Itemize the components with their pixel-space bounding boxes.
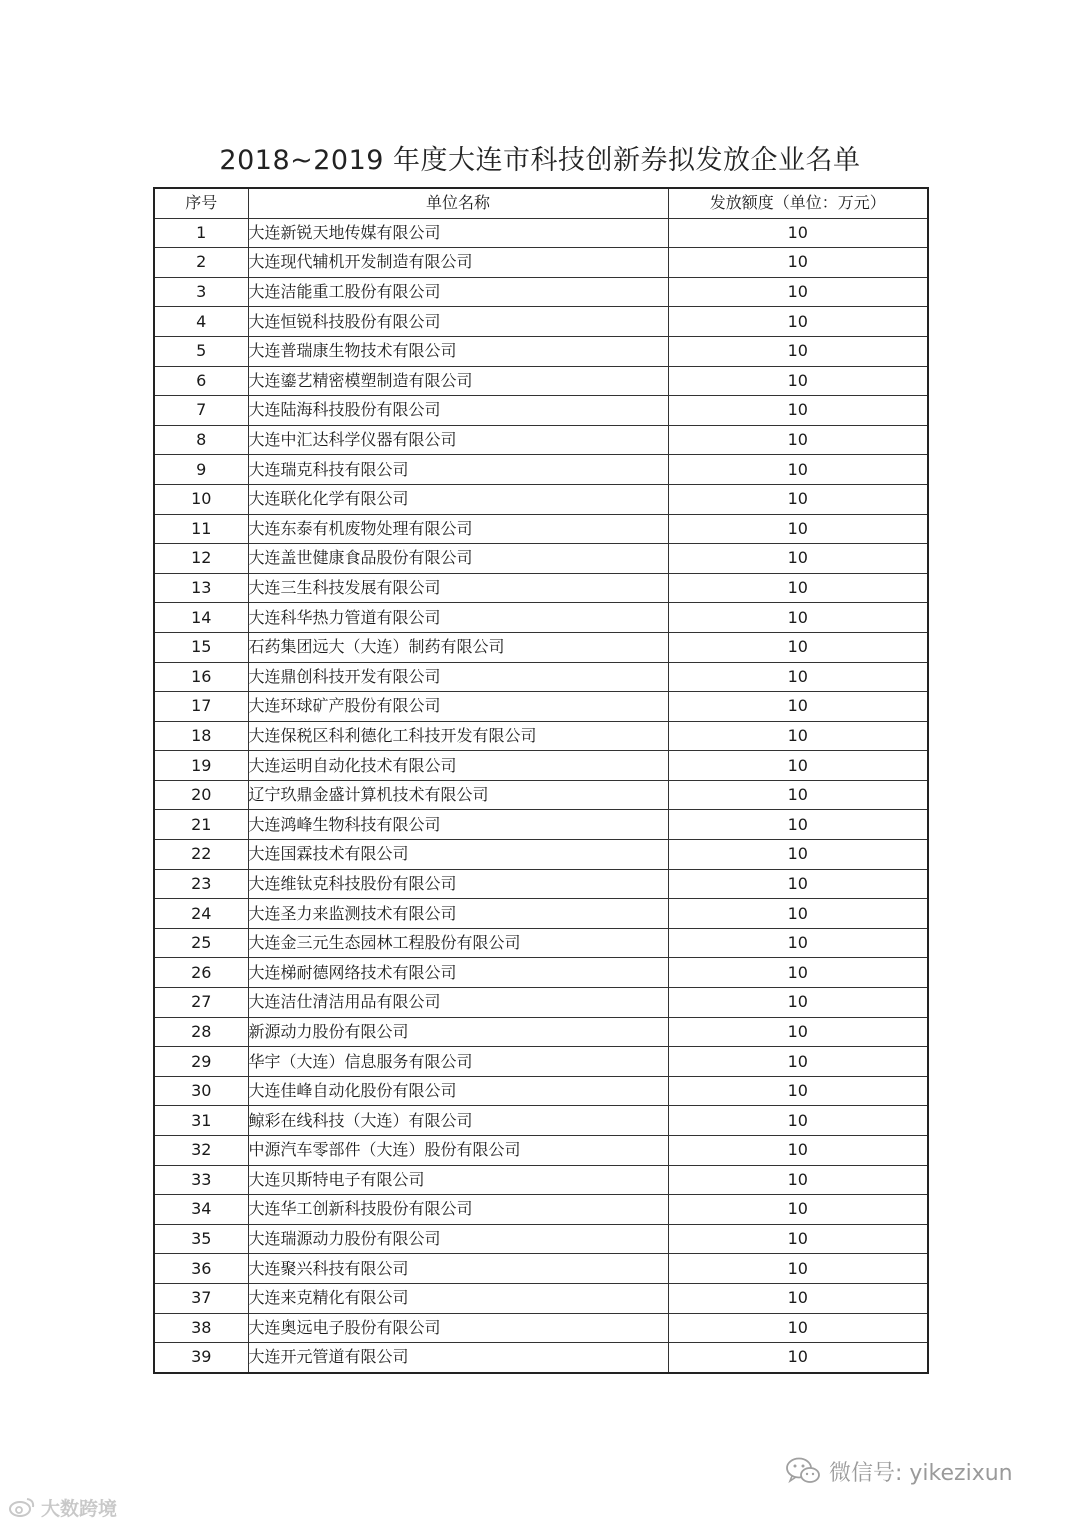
row-index: 35 (154, 1224, 248, 1254)
company-table (153, 187, 929, 1374)
row-index: 39 (154, 1343, 248, 1373)
row-amount: 10 (668, 1017, 928, 1047)
table-row (154, 514, 928, 544)
row-company-name: 大连佳峰自动化股份有限公司 (248, 1076, 668, 1106)
table-row (154, 366, 928, 396)
row-amount: 10 (668, 1254, 928, 1284)
row-amount: 10 (668, 1195, 928, 1225)
row-amount: 10 (668, 544, 928, 574)
table-row (154, 573, 928, 603)
header-index: 序号 (154, 188, 248, 218)
row-company-name: 大连瑞源动力股份有限公司 (248, 1224, 668, 1254)
row-index: 38 (154, 1313, 248, 1343)
row-index: 9 (154, 455, 248, 485)
row-company-name: 大连梯耐德网络技术有限公司 (248, 958, 668, 988)
row-amount: 10 (668, 484, 928, 514)
row-index: 20 (154, 780, 248, 810)
row-index: 34 (154, 1195, 248, 1225)
row-company-name: 大连现代辅机开发制造有限公司 (248, 248, 668, 278)
table-row (154, 1047, 928, 1077)
table-row (154, 396, 928, 426)
row-index: 11 (154, 514, 248, 544)
row-index: 17 (154, 692, 248, 722)
table-row (154, 425, 928, 455)
row-company-name: 新源动力股份有限公司 (248, 1017, 668, 1047)
row-company-name: 大连保税区科利德化工科技开发有限公司 (248, 721, 668, 751)
table-row (154, 1165, 928, 1195)
table-row (154, 1343, 928, 1373)
table-row (154, 277, 928, 307)
table-row (154, 840, 928, 870)
row-company-name: 大连瑞克科技有限公司 (248, 455, 668, 485)
row-index: 33 (154, 1165, 248, 1195)
table-row (154, 603, 928, 633)
row-amount: 10 (668, 366, 928, 396)
row-amount: 10 (668, 425, 928, 455)
row-amount: 10 (668, 248, 928, 278)
row-amount: 10 (668, 396, 928, 426)
row-index: 15 (154, 632, 248, 662)
row-amount: 10 (668, 1165, 928, 1195)
row-index: 4 (154, 307, 248, 337)
row-company-name: 大连圣力来监测技术有限公司 (248, 899, 668, 929)
row-index: 3 (154, 277, 248, 307)
row-company-name: 大连鼎创科技开发有限公司 (248, 662, 668, 692)
row-company-name: 大连陆海科技股份有限公司 (248, 396, 668, 426)
row-index: 36 (154, 1254, 248, 1284)
row-amount: 10 (668, 1343, 928, 1373)
row-index: 23 (154, 869, 248, 899)
table-body (154, 218, 928, 1373)
row-company-name: 大连科华热力管道有限公司 (248, 603, 668, 633)
row-index: 29 (154, 1047, 248, 1077)
row-amount: 10 (668, 1313, 928, 1343)
row-company-name: 大连来克精化有限公司 (248, 1283, 668, 1313)
row-index: 7 (154, 396, 248, 426)
row-company-name: 大连鸿峰生物科技有限公司 (248, 810, 668, 840)
table-row (154, 484, 928, 514)
corner-watermark (8, 1494, 117, 1520)
row-company-name: 中源汽车零部件（大连）股份有限公司 (248, 1136, 668, 1166)
row-company-name: 大连奥远电子股份有限公司 (248, 1313, 668, 1343)
row-amount: 10 (668, 751, 928, 781)
weibo-icon (8, 1496, 36, 1518)
table-row (154, 336, 928, 366)
row-index: 26 (154, 958, 248, 988)
row-amount: 10 (668, 780, 928, 810)
row-company-name: 大连新锐天地传媒有限公司 (248, 218, 668, 248)
row-amount: 10 (668, 692, 928, 722)
row-amount: 10 (668, 1283, 928, 1313)
row-index: 1 (154, 218, 248, 248)
table-row (154, 1313, 928, 1343)
row-amount: 10 (668, 573, 928, 603)
row-amount: 10 (668, 1106, 928, 1136)
row-amount: 10 (668, 840, 928, 870)
row-index: 21 (154, 810, 248, 840)
row-company-name: 大连贝斯特电子有限公司 (248, 1165, 668, 1195)
row-index: 16 (154, 662, 248, 692)
table-row (154, 307, 928, 337)
row-company-name: 大连中汇达科学仪器有限公司 (248, 425, 668, 455)
table-row (154, 928, 928, 958)
table-row (154, 248, 928, 278)
row-index: 28 (154, 1017, 248, 1047)
row-amount: 10 (668, 1136, 928, 1166)
row-index: 5 (154, 336, 248, 366)
row-amount: 10 (668, 1047, 928, 1077)
table-row (154, 1136, 928, 1166)
table-row (154, 1076, 928, 1106)
row-company-name: 大连三生科技发展有限公司 (248, 573, 668, 603)
row-amount: 10 (668, 810, 928, 840)
row-company-name: 辽宁玖鼎金盛计算机技术有限公司 (248, 780, 668, 810)
row-company-name: 大连鎏艺精密模塑制造有限公司 (248, 366, 668, 396)
row-company-name: 大连华工创新科技股份有限公司 (248, 1195, 668, 1225)
table-row (154, 544, 928, 574)
wechat-icon (785, 1456, 821, 1486)
row-index: 19 (154, 751, 248, 781)
row-company-name: 大连环球矿产股份有限公司 (248, 692, 668, 722)
row-company-name: 大连维钛克科技股份有限公司 (248, 869, 668, 899)
header-amount: 发放额度（单位：万元） (668, 188, 928, 218)
table-row (154, 632, 928, 662)
row-company-name: 大连国霖技术有限公司 (248, 840, 668, 870)
row-index: 12 (154, 544, 248, 574)
table-row (154, 1283, 928, 1313)
row-amount: 10 (668, 603, 928, 633)
table-row (154, 810, 928, 840)
table-row (154, 1254, 928, 1284)
wechat-watermark (785, 1453, 1055, 1489)
row-amount: 10 (668, 1076, 928, 1106)
row-company-name: 大连恒锐科技股份有限公司 (248, 307, 668, 337)
row-index: 25 (154, 928, 248, 958)
row-amount: 10 (668, 928, 928, 958)
table-row (154, 218, 928, 248)
table-row (154, 1195, 928, 1225)
row-amount: 10 (668, 721, 928, 751)
wechat-id-text: 微信号: yikezixun (829, 1460, 1013, 1486)
row-index: 8 (154, 425, 248, 455)
row-amount: 10 (668, 455, 928, 485)
table-row (154, 780, 928, 810)
row-index: 10 (154, 484, 248, 514)
row-index: 6 (154, 366, 248, 396)
row-amount: 10 (668, 307, 928, 337)
row-index: 32 (154, 1136, 248, 1166)
table-row (154, 988, 928, 1018)
table-row (154, 721, 928, 751)
row-company-name: 大连洁仕清洁用品有限公司 (248, 988, 668, 1018)
row-amount: 10 (668, 958, 928, 988)
row-company-name: 鲸彩在线科技（大连）有限公司 (248, 1106, 668, 1136)
row-amount: 10 (668, 218, 928, 248)
row-index: 27 (154, 988, 248, 1018)
table-row (154, 662, 928, 692)
row-index: 31 (154, 1106, 248, 1136)
table-row (154, 692, 928, 722)
page-title: 2018~2019 年度大连市科技创新券拟发放企业名单 (219, 145, 861, 176)
table-row (154, 455, 928, 485)
row-amount: 10 (668, 514, 928, 544)
row-company-name: 华宇（大连）信息服务有限公司 (248, 1047, 668, 1077)
row-company-name: 大连聚兴科技有限公司 (248, 1254, 668, 1284)
corner-watermark-text: 大数跨境 (41, 1497, 118, 1520)
row-company-name: 大连东泰有机废物处理有限公司 (248, 514, 668, 544)
row-amount: 10 (668, 988, 928, 1018)
row-company-name: 大连联化化学有限公司 (248, 484, 668, 514)
table-row (154, 1106, 928, 1136)
header-company-name: 单位名称 (248, 188, 668, 218)
row-company-name: 大连开元管道有限公司 (248, 1343, 668, 1373)
row-index: 22 (154, 840, 248, 870)
row-company-name: 大连普瑞康生物技术有限公司 (248, 336, 668, 366)
row-company-name: 大连运明自动化技术有限公司 (248, 751, 668, 781)
row-amount: 10 (668, 869, 928, 899)
row-amount: 10 (668, 899, 928, 929)
table-header-row (154, 188, 928, 218)
table-row (154, 751, 928, 781)
row-amount: 10 (668, 277, 928, 307)
table-row (154, 958, 928, 988)
row-company-name: 大连盖世健康食品股份有限公司 (248, 544, 668, 574)
table-row (154, 899, 928, 929)
table-row (154, 1224, 928, 1254)
table-row (154, 869, 928, 899)
row-amount: 10 (668, 1224, 928, 1254)
row-index: 37 (154, 1283, 248, 1313)
row-index: 14 (154, 603, 248, 633)
row-index: 13 (154, 573, 248, 603)
row-company-name: 石药集团远大（大连）制药有限公司 (248, 632, 668, 662)
row-company-name: 大连洁能重工股份有限公司 (248, 277, 668, 307)
row-index: 18 (154, 721, 248, 751)
row-index: 2 (154, 248, 248, 278)
row-index: 24 (154, 899, 248, 929)
row-index: 30 (154, 1076, 248, 1106)
row-amount: 10 (668, 336, 928, 366)
row-amount: 10 (668, 632, 928, 662)
table-row (154, 1017, 928, 1047)
row-amount: 10 (668, 662, 928, 692)
row-company-name: 大连金三元生态园林工程股份有限公司 (248, 928, 668, 958)
